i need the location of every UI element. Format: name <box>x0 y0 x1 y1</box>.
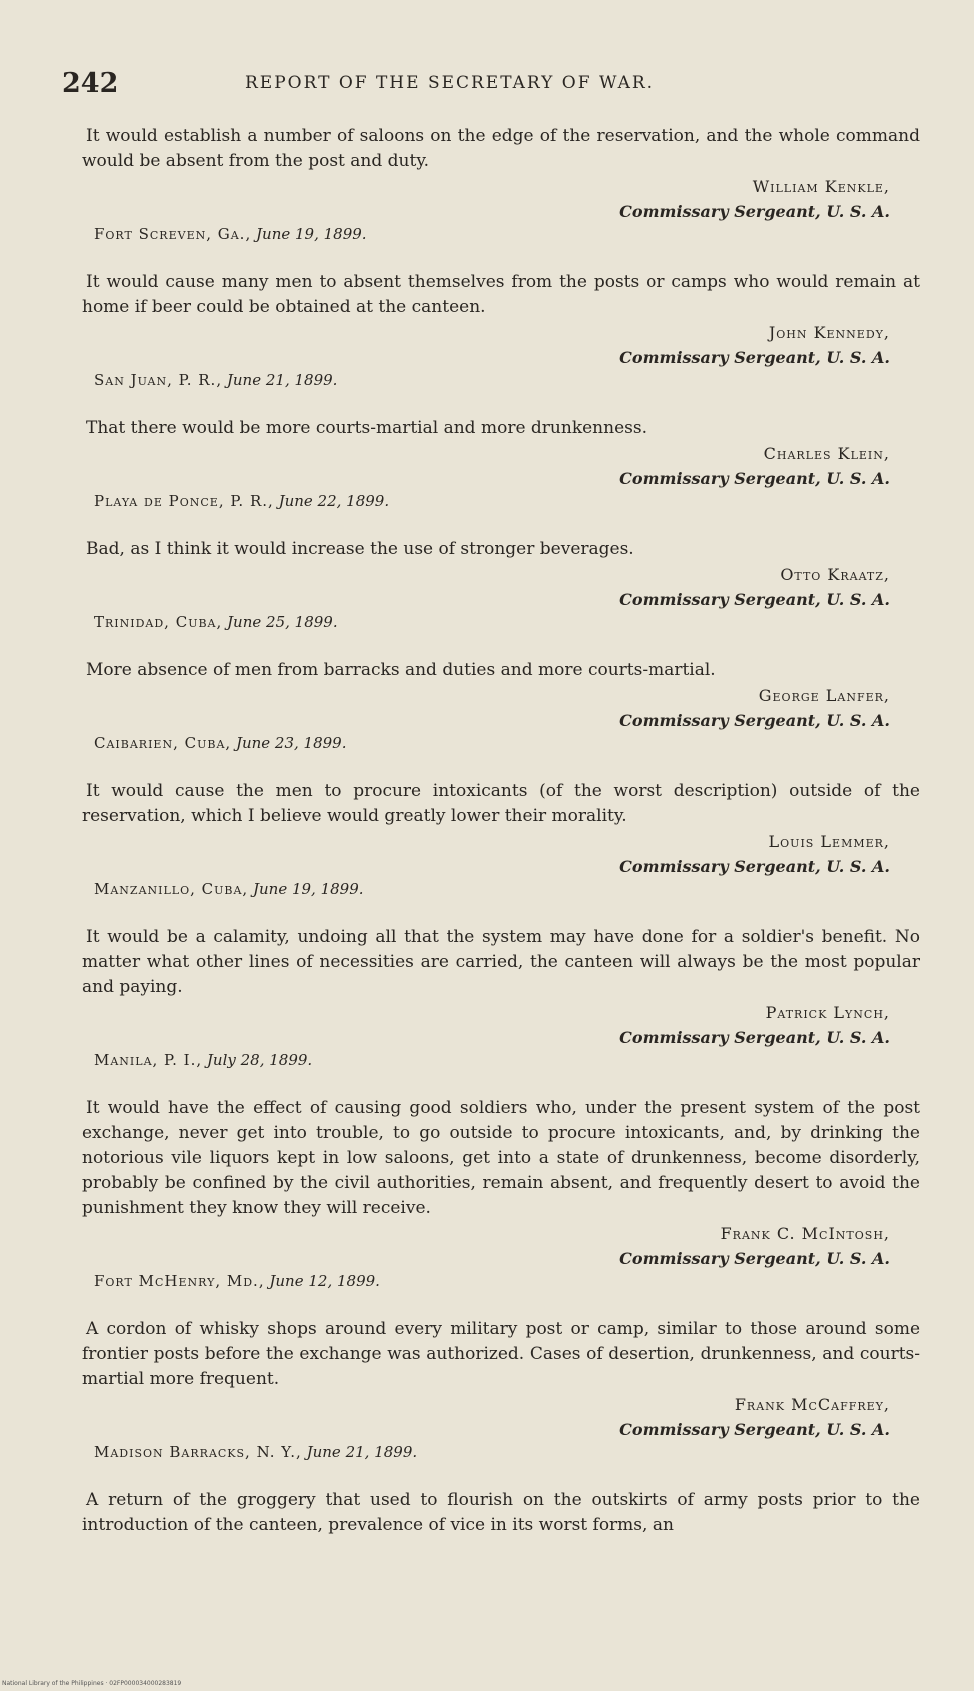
signer-name: Frank McCaffrey, <box>734 1395 890 1414</box>
entry <box>82 658 920 755</box>
signer-title: Commissary Sergeant, U. S. A. <box>619 1420 890 1439</box>
page-body <box>82 124 920 1562</box>
signature-name <box>82 174 890 199</box>
statement-text: A cordon of whisky shops around every military post or camp, similar to those around some frontier posts before the exchange was authorized. Cases of desertion, drunkenness, and courts-martial more frequent. <box>82 1319 920 1389</box>
date-text: June 23, 1899. <box>235 734 347 752</box>
signature-title <box>82 1025 890 1050</box>
place-date-line <box>94 1048 920 1072</box>
place-name: Fort Screven, Ga., <box>94 225 252 243</box>
statement-text: More absence of men from barracks and duties and more courts-martial. <box>86 660 716 680</box>
date-text: July 28, 1899. <box>206 1051 313 1069</box>
place-date-line <box>94 222 920 246</box>
date-text: June 19, 1899. <box>256 225 367 243</box>
signature-title <box>82 1417 890 1442</box>
signature-name <box>82 1392 890 1417</box>
signature-name <box>82 441 890 466</box>
signature-name <box>82 320 890 345</box>
signer-name: Louis Lemmer, <box>768 832 890 851</box>
statement-text: It would have the effect of causing good soldiers who, under the present system of the post exchange, never get into trouble, to go outside to procure intoxicants, and, by drinking the notorious vile liquors kept in low saloons, get into a state of drunkenness, become disorderly, probably be confined by the civil authorities, remain absent, and frequently desert to avoid the punishment they know they will receive. <box>82 1098 920 1218</box>
signature-title <box>82 587 890 612</box>
signature-title <box>82 199 890 224</box>
signer-title: Commissary Sergeant, U. S. A. <box>619 1249 890 1268</box>
statement-text: It would cause many men to absent themselves from the posts or camps who would remain at home if beer could be obtained at the canteen. <box>82 272 920 317</box>
signer-title: Commissary Sergeant, U. S. A. <box>619 348 890 367</box>
signature-title <box>82 466 890 491</box>
place-name: San Juan, P. R., <box>94 371 223 389</box>
place-name: Manzanillo, Cuba, <box>94 880 249 898</box>
signer-name: Otto Kraatz, <box>780 565 890 584</box>
signer-name: Frank C. McIntosh, <box>720 1224 890 1243</box>
place-name: Playa de Ponce, P. R., <box>94 492 274 510</box>
statement-text: It would establish a number of saloons on the edge of the reservation, and the whole command would be absent from the post and duty. <box>82 126 920 171</box>
entry <box>82 1317 920 1464</box>
signature-title <box>82 854 890 879</box>
scan-footer: National Library of the Philippines · 02FP000034000283819 <box>2 1680 182 1687</box>
place-name: Caibarien, Cuba, <box>94 734 232 752</box>
date-text: June 22, 1899. <box>278 492 390 510</box>
signature-name <box>82 829 890 854</box>
signer-name: John Kennedy, <box>768 323 890 342</box>
statement-text: Bad, as I think it would increase the use of stronger beverages. <box>86 539 634 559</box>
signer-title: Commissary Sergeant, U. S. A. <box>619 590 890 609</box>
place-name: Madison Barracks, N. Y., <box>94 1443 302 1461</box>
entry <box>82 779 920 901</box>
statement-text: That there would be more courts-martial and more drunkenness. <box>86 418 647 438</box>
statement-text: It would be a calamity, undoing all that the system may have done for a soldier's benefit. No matter what other lines of necessities are carried, the canteen will always be the most popular and paying. <box>82 927 920 997</box>
signer-name: Charles Klein, <box>763 444 890 463</box>
signer-title: Commissary Sergeant, U. S. A. <box>619 469 890 488</box>
entry <box>82 270 920 392</box>
entry <box>82 537 920 634</box>
signature-name <box>82 683 890 708</box>
date-text: June 21, 1899. <box>226 371 338 389</box>
entry <box>82 416 920 513</box>
entry <box>82 1096 920 1293</box>
signature-name <box>82 562 890 587</box>
signature-title <box>82 708 890 733</box>
entry <box>82 124 920 246</box>
place-name: Manila, P. I., <box>94 1051 203 1069</box>
signer-title: Commissary Sergeant, U. S. A. <box>619 857 890 876</box>
page-header <box>62 68 922 102</box>
signer-name: Patrick Lynch, <box>765 1003 890 1022</box>
statement-text: A return of the groggery that used to flourish on the outskirts of army posts prior to the introduction of the canteen, prevalence of vice in its worst forms, an <box>82 1490 920 1535</box>
signature-title <box>82 1246 890 1271</box>
place-date-line <box>94 610 920 634</box>
page-number: 242 <box>62 68 119 99</box>
date-text: June 25, 1899. <box>227 613 338 631</box>
signer-title: Commissary Sergeant, U. S. A. <box>619 202 890 221</box>
place-date-line <box>94 489 920 513</box>
entry <box>82 1488 920 1538</box>
running-head: REPORT OF THE SECRETARY OF WAR. <box>245 73 655 93</box>
entry <box>82 925 920 1072</box>
place-date-line <box>94 368 920 392</box>
date-text: June 12, 1899. <box>269 1272 380 1290</box>
signature-name <box>82 1221 890 1246</box>
place-date-line <box>94 1269 920 1293</box>
statement-text: It would cause the men to procure intoxicants (of the worst description) outside of the reservation, which I believe would greatly lower their morality. <box>82 781 920 826</box>
place-date-line <box>94 877 920 901</box>
signer-name: William Kenkle, <box>752 177 890 196</box>
place-name: Fort McHenry, Md., <box>94 1272 265 1290</box>
date-text: June 19, 1899. <box>252 880 364 898</box>
date-text: June 21, 1899. <box>306 1443 418 1461</box>
signature-name <box>82 1000 890 1025</box>
place-date-line <box>94 1440 920 1464</box>
signer-name: George Lanfer, <box>758 686 890 705</box>
signer-title: Commissary Sergeant, U. S. A. <box>619 711 890 730</box>
signature-title <box>82 345 890 370</box>
signer-title: Commissary Sergeant, U. S. A. <box>619 1028 890 1047</box>
place-name: Trinidad, Cuba, <box>94 613 223 631</box>
place-date-line <box>94 731 920 755</box>
